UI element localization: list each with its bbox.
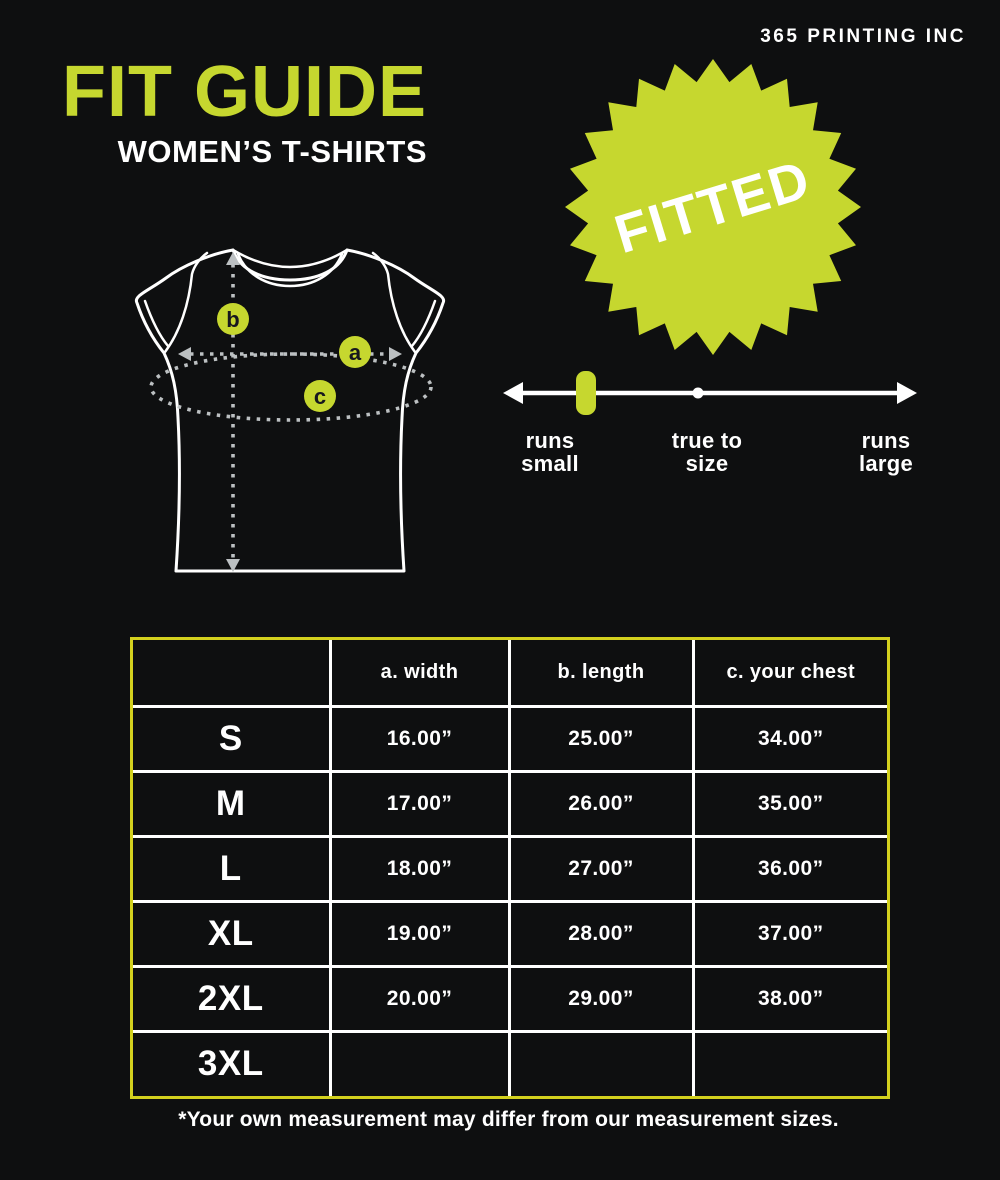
width-value: 17.00” (330, 771, 509, 836)
measurement-markers (217, 303, 371, 412)
header-cell-width: a. width (330, 640, 509, 706)
chest-ellipse (151, 354, 431, 420)
length-value: 28.00” (509, 901, 693, 966)
marker-a-letter: a (348, 340, 362, 365)
page-subtitle: WOMEN’S T-SHIRTS (117, 134, 427, 170)
length-value: 25.00” (509, 706, 693, 771)
scale-label-true-to-size-2: size (685, 451, 729, 476)
measurement-disclaimer: *Your own measurement may differ from our measurement sizes. (178, 1108, 839, 1131)
fit-scale (495, 352, 925, 480)
length-value: 27.00” (509, 836, 693, 901)
fitted-badge (563, 57, 863, 357)
scale-label-runs-small-1: runs (525, 428, 575, 453)
table-row (133, 836, 887, 901)
marker-c-letter: c (313, 384, 327, 409)
chest-value: 37.00” (693, 901, 887, 966)
header-cell-length: b. length (509, 640, 693, 706)
scale-arrow-left (503, 382, 523, 404)
width-value: 19.00” (330, 901, 509, 966)
size-label: S (133, 706, 330, 771)
table-row (133, 901, 887, 966)
measurement-dotted-lines (151, 264, 431, 560)
tshirt-diagram (120, 222, 460, 597)
scale-label-true-to-size-1: true to (671, 428, 743, 453)
header-cell-chest: c. your chest (693, 640, 887, 706)
size-label: 3XL (133, 1031, 330, 1096)
width-value: 20.00” (330, 966, 509, 1031)
marker-b-letter: b (226, 307, 240, 332)
chest-value: 38.00” (693, 966, 887, 1031)
scale-label-runs-large-2: large (858, 451, 914, 476)
page-title: FIT GUIDE (62, 52, 427, 132)
chest-value: 35.00” (693, 771, 887, 836)
true-to-size-dot (693, 388, 704, 399)
length-value (509, 1031, 693, 1096)
tshirt-outline (136, 250, 443, 571)
fit-marker-pill (576, 371, 596, 415)
width-value (330, 1031, 509, 1096)
size-label: XL (133, 901, 330, 966)
chest-value: 36.00” (693, 836, 887, 901)
table-row (133, 771, 887, 836)
size-table (130, 637, 890, 1099)
table-row (133, 706, 887, 771)
size-label: M (133, 771, 330, 836)
brand-name: 365 PRINTING INC (760, 26, 966, 47)
chest-value: 34.00” (693, 706, 887, 771)
title-block (62, 52, 427, 170)
scale-label-runs-small-2: small (521, 451, 579, 476)
measurement-arrowheads (178, 252, 402, 572)
chest-value (693, 1031, 887, 1096)
header-cell-blank (133, 640, 330, 706)
width-value: 18.00” (330, 836, 509, 901)
size-label: L (133, 836, 330, 901)
width-value: 16.00” (330, 706, 509, 771)
length-value: 29.00” (509, 966, 693, 1031)
length-value: 26.00” (509, 771, 693, 836)
table-header-row (133, 640, 887, 706)
scale-arrow-right (897, 382, 917, 404)
fitted-badge-label: FITTED (608, 148, 818, 266)
table-row (133, 1031, 887, 1096)
table-row (133, 966, 887, 1031)
scale-arrow-line (503, 382, 917, 404)
scale-label-runs-large-1: runs (861, 428, 911, 453)
size-label: 2XL (133, 966, 330, 1031)
